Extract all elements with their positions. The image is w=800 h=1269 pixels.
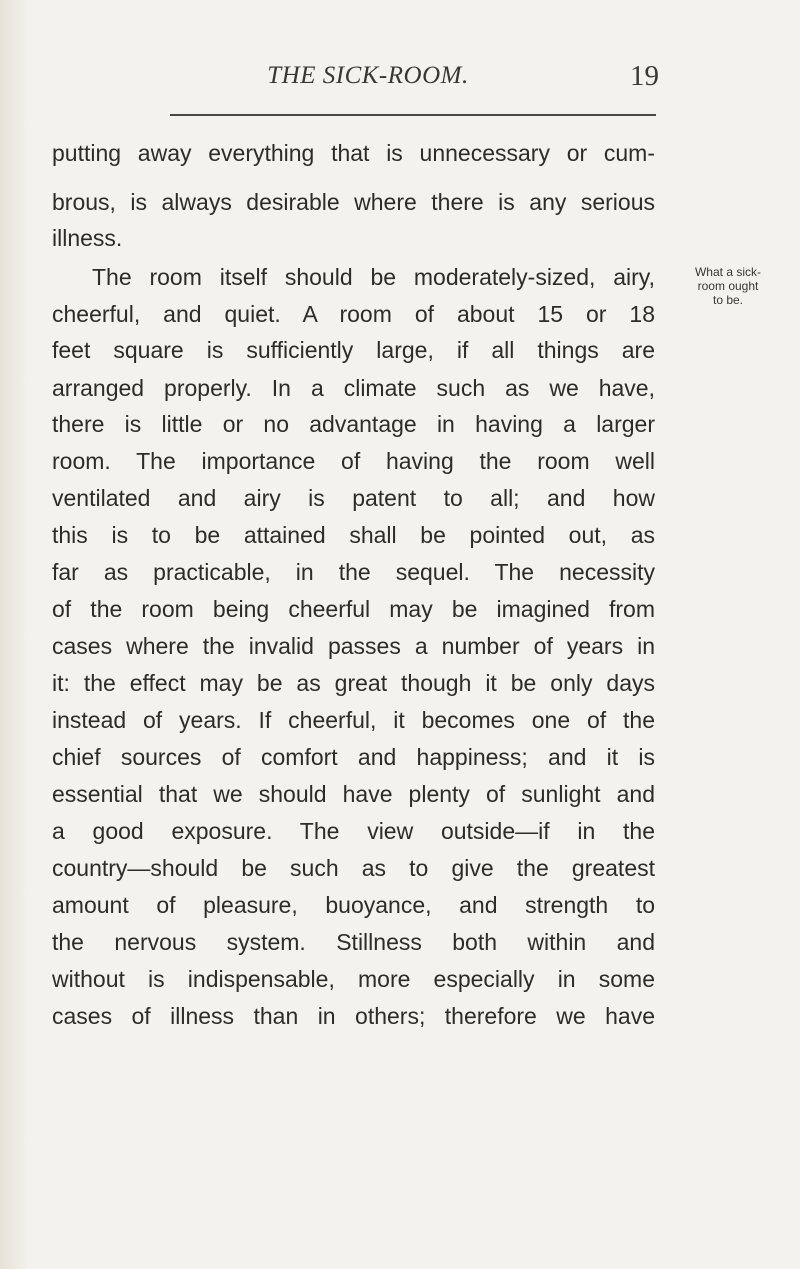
text-line: of the room being cheerful may be imagined from: [52, 596, 655, 622]
text-line: ventilated and airy is patent to all; and how: [52, 485, 655, 511]
text-line: the nervous system. Stillness both within and: [52, 929, 655, 955]
text-line: arranged properly. In a climate such as we have,: [52, 375, 655, 401]
margin-note-line: What a sick-: [694, 265, 761, 279]
text-line: illness.: [52, 225, 123, 251]
margin-note-line: room ought: [697, 279, 759, 293]
text-line: chief sources of comfort and happiness; and it is: [52, 744, 655, 770]
text-line: a good exposure. The view outside—if in the: [52, 818, 655, 844]
text-line: cases where the invalid passes a number of years in: [52, 633, 655, 659]
text-line: The room itself should be moderately-sized, airy,: [92, 264, 655, 290]
text-line: room. The importance of having the room well: [52, 448, 655, 474]
text-line: without is indispensable, more especially in some: [52, 966, 655, 992]
text-line: putting away everything that is unnecessary or cum-: [52, 140, 655, 166]
text-line: brous, is always desirable where there is any serious: [52, 189, 655, 215]
page-edge-shading: [0, 0, 30, 1269]
text-line: essential that we should have plenty of sunlight and: [52, 781, 655, 807]
margin-note: [666, 265, 790, 307]
text-line: this is to be attained shall be pointed out, as: [52, 522, 655, 548]
margin-note-line: to be.: [712, 293, 744, 307]
text-line: far as practicable, in the sequel. The necessity: [52, 559, 655, 585]
text-line: cheerful, and quiet. A room of about 15 or 18: [52, 301, 655, 327]
text-line: instead of years. If cheerful, it becomes one of the: [52, 707, 655, 733]
text-line: there is little or no advantage in having a larger: [52, 411, 655, 437]
text-line: amount of pleasure, buoyance, and strength to: [52, 892, 655, 918]
text-line: country—should be such as to give the greatest: [52, 855, 655, 881]
running-title: THE SICK-ROOM.: [267, 62, 469, 89]
page-number: 19: [630, 60, 659, 92]
text-line: feet square is sufficiently large, if all things are: [52, 337, 655, 363]
header-rule: [170, 114, 656, 116]
text-line: cases of illness than in others; therefore we have: [52, 1003, 655, 1029]
text-line: it: the effect may be as great though it be only days: [52, 670, 655, 696]
